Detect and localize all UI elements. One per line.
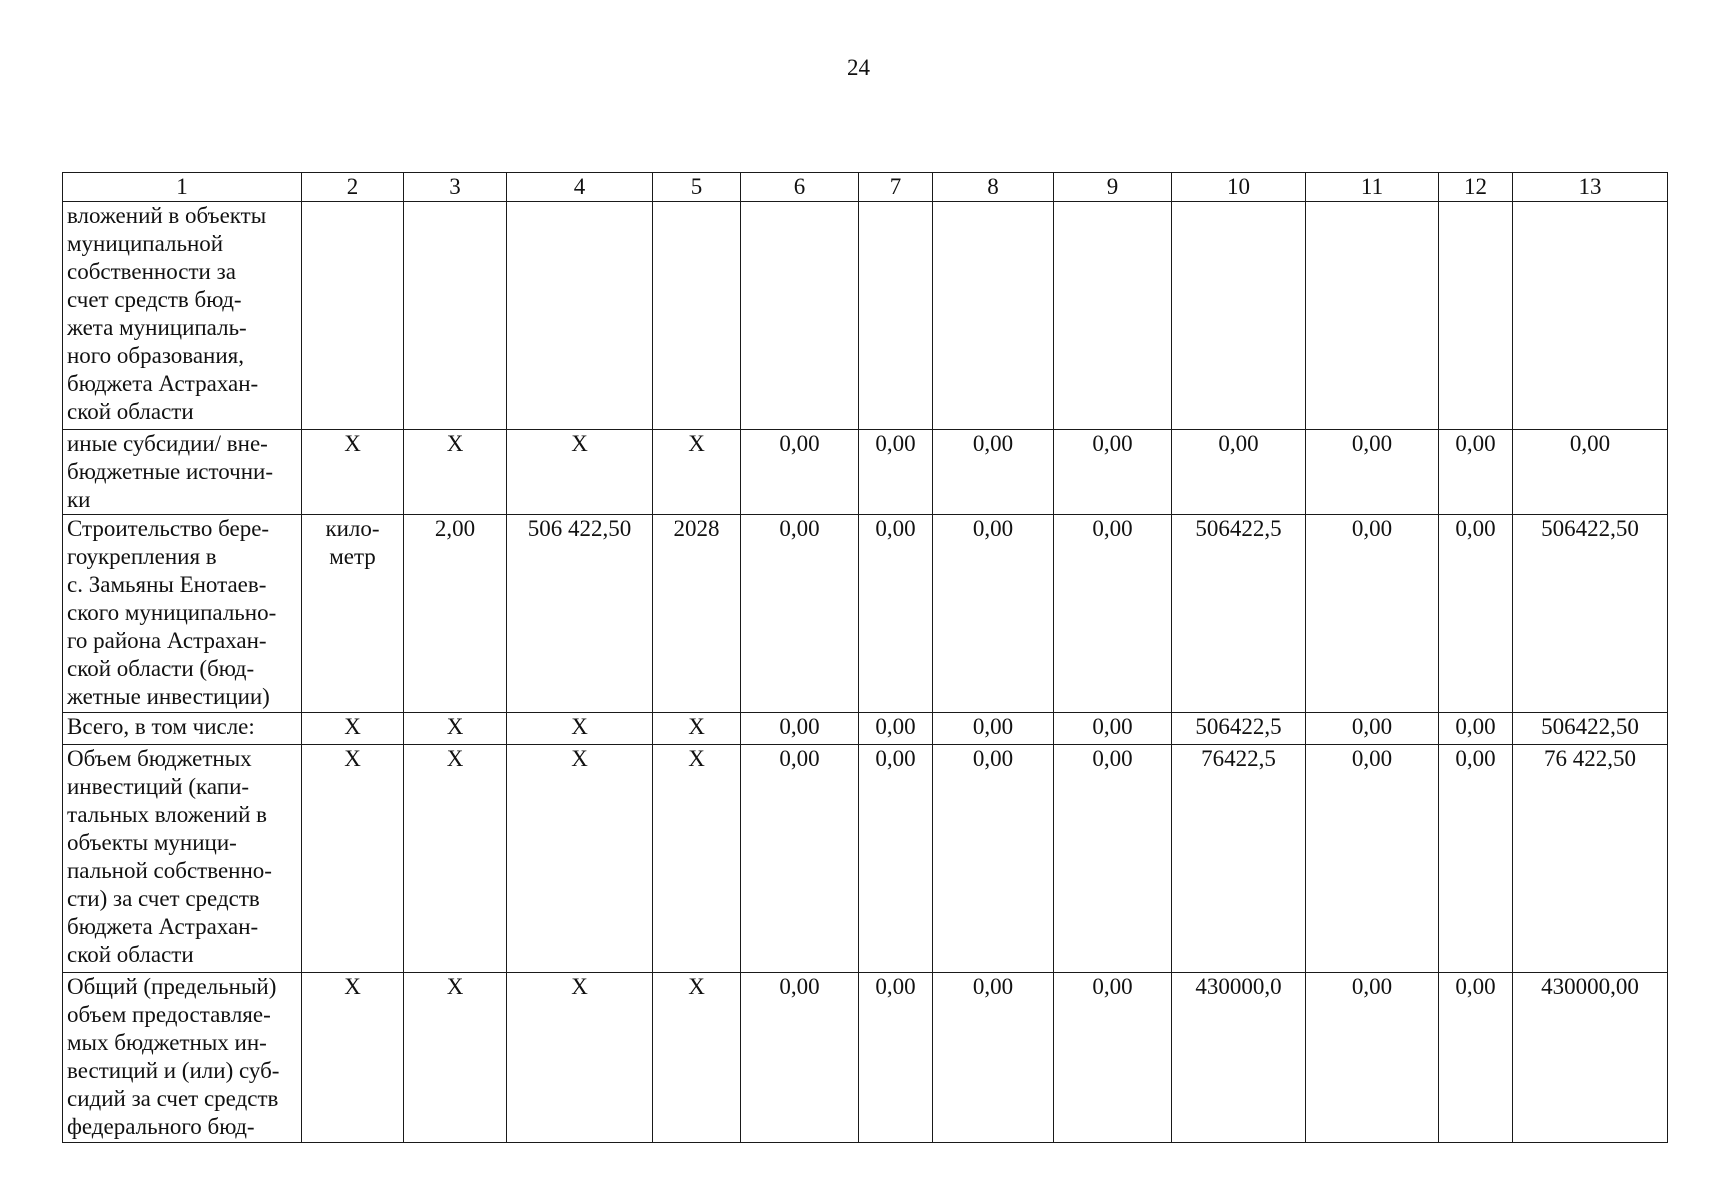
table-row	[63, 973, 1668, 1143]
table-cell: 0,00	[933, 973, 1054, 1143]
table-cell: 506422,50	[1513, 515, 1668, 713]
table-cell: 0,00	[1306, 430, 1439, 515]
table-cell: X	[507, 713, 653, 745]
table-cell: X	[302, 713, 404, 745]
table-cell: X	[404, 973, 507, 1143]
table-cell	[653, 202, 741, 430]
column-number: 7	[859, 173, 933, 202]
table-row	[63, 713, 1668, 745]
table-cell: 0,00	[859, 713, 933, 745]
column-number: 12	[1439, 173, 1513, 202]
table-cell: X	[507, 973, 653, 1143]
table-cell: 0,00	[1306, 973, 1439, 1143]
table-cell	[404, 202, 507, 430]
column-number: 11	[1306, 173, 1439, 202]
column-number-row	[63, 173, 1668, 202]
table-cell: 506422,50	[1513, 713, 1668, 745]
table-cell: 0,00	[1054, 713, 1172, 745]
table-cell	[859, 202, 933, 430]
table-cell: 506422,5	[1172, 713, 1306, 745]
table-cell: 0,00	[933, 745, 1054, 973]
row-name-cell: Строительство бере- гоукрепления в с. Замьяны Енотаев- ского муниципально- го района Астрахан- ской области (бюд- жетные инвестиции)	[63, 515, 302, 713]
table-cell: 2,00	[404, 515, 507, 713]
column-number: 8	[933, 173, 1054, 202]
table-cell: 0,00	[859, 973, 933, 1143]
column-number: 10	[1172, 173, 1306, 202]
table-cell: 0,00	[933, 430, 1054, 515]
table-cell	[1172, 202, 1306, 430]
table-cell: 0,00	[1513, 430, 1668, 515]
table-cell: 0,00	[1054, 515, 1172, 713]
table-cell: 0,00	[1054, 745, 1172, 973]
table-cell: 0,00	[741, 713, 859, 745]
table-cell: X	[302, 745, 404, 973]
table-cell	[1513, 202, 1668, 430]
table-cell: 0,00	[741, 745, 859, 973]
row-name-cell: Общий (предельный) объем предоставляе- мых бюджетных ин- вестиций и (или) суб- сидий за счет средств федерального бюд-	[63, 973, 302, 1143]
page-number: 24	[847, 55, 870, 80]
column-number: 5	[653, 173, 741, 202]
table-cell: X	[404, 745, 507, 973]
table-cell	[1306, 202, 1439, 430]
column-number: 6	[741, 173, 859, 202]
column-number: 13	[1513, 173, 1668, 202]
table-cell: 0,00	[859, 430, 933, 515]
row-name-cell: иные субсидии/ вне- бюджетные источни- ки	[63, 430, 302, 515]
table-cell: 0,00	[741, 430, 859, 515]
budget-table	[62, 172, 1668, 1143]
table-cell: 0,00	[933, 515, 1054, 713]
table-cell: X	[653, 973, 741, 1143]
table-cell: 2028	[653, 515, 741, 713]
row-name-cell: Объем бюджетных инвестиций (капи- тальных вложений в объекты муници- пальной собственно- сти) за счет средств бюджета Астрахан- ской области	[63, 745, 302, 973]
table-cell: 0,00	[859, 515, 933, 713]
table-cell: 0,00	[1172, 430, 1306, 515]
table-cell: 0,00	[1306, 713, 1439, 745]
table-cell: X	[507, 745, 653, 973]
unit-cell: кило- метр	[302, 515, 404, 713]
table-cell: 0,00	[741, 515, 859, 713]
table-cell	[1054, 202, 1172, 430]
table-cell: 430000,0	[1172, 973, 1306, 1143]
table-cell: 0,00	[1439, 430, 1513, 515]
column-number: 1	[63, 173, 302, 202]
table-cell: 0,00	[1054, 430, 1172, 515]
table-cell: 76422,5	[1172, 745, 1306, 973]
table-row	[63, 515, 1668, 713]
table-cell: 506422,5	[1172, 515, 1306, 713]
table-cell: 0,00	[859, 745, 933, 973]
table-cell: 0,00	[1306, 745, 1439, 973]
table-cell: 430000,00	[1513, 973, 1668, 1143]
table-body	[63, 202, 1668, 1143]
table-cell: X	[653, 745, 741, 973]
table-row	[63, 430, 1668, 515]
column-number: 2	[302, 173, 404, 202]
table-cell: 506 422,50	[507, 515, 653, 713]
table-cell: X	[302, 973, 404, 1143]
table-row	[63, 202, 1668, 430]
column-number: 3	[404, 173, 507, 202]
table-cell	[1439, 202, 1513, 430]
table-cell: 0,00	[1439, 973, 1513, 1143]
table-cell: X	[302, 430, 404, 515]
row-name-cell: вложений в объекты муниципальной собственности за счет средств бюд- жета муниципаль- ного образования, бюджета Астрахан- ской области	[63, 202, 302, 430]
table-cell	[302, 202, 404, 430]
column-number: 9	[1054, 173, 1172, 202]
row-name-cell: Всего, в том числе:	[63, 713, 302, 745]
table-cell: X	[653, 430, 741, 515]
table-cell: 0,00	[1439, 745, 1513, 973]
table-cell: X	[653, 713, 741, 745]
table-cell: 0,00	[1439, 713, 1513, 745]
table-cell: 0,00	[1439, 515, 1513, 713]
table-cell	[507, 202, 653, 430]
column-number: 4	[507, 173, 653, 202]
table-cell: X	[404, 430, 507, 515]
table-cell: X	[507, 430, 653, 515]
table-header	[63, 173, 1668, 202]
table-cell: 76 422,50	[1513, 745, 1668, 973]
table-cell	[741, 202, 859, 430]
table-cell: 0,00	[741, 973, 859, 1143]
table-cell	[933, 202, 1054, 430]
table-cell: X	[404, 713, 507, 745]
table-row	[63, 745, 1668, 973]
table-cell: 0,00	[933, 713, 1054, 745]
table-cell: 0,00	[1306, 515, 1439, 713]
table-cell: 0,00	[1054, 973, 1172, 1143]
